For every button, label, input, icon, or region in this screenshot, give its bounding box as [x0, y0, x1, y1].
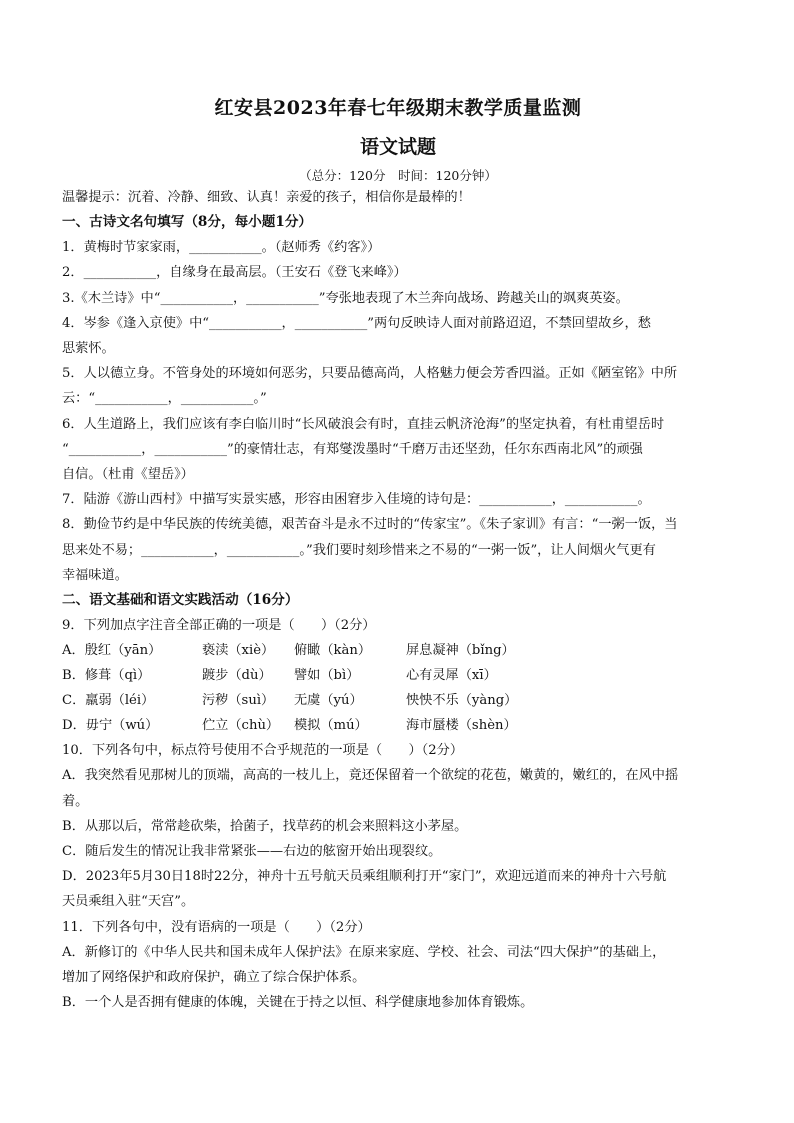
question-line: 云：“___________，___________。” [62, 391, 267, 407]
option-cell: C．羸弱（léi） [62, 693, 155, 709]
question-line: D．2023年5月30日18时22分，神舟十五号航天员乘组顺利打开“家门”，欢迎远道而来的神舟十六号航 [62, 869, 667, 885]
option-row [62, 688, 734, 713]
question-line: 增加了网络保护和政府保护，确立了综合保护体系。 [62, 970, 366, 986]
option-cell: 污秽（suì） [202, 693, 275, 709]
question-line: A．新修订的《中华人民共和国未成年人保护法》在原来家庭、学校、社会、司法“四大保护”的基础上， [62, 944, 666, 960]
tip-text: 温馨提示：沉着、冷静、细致、认真！亲爱的孩子，相信你是最棒的！ [62, 190, 471, 205]
option-cell: D．毋宁（wú） [62, 718, 159, 734]
question-line: 自信。（杜甫《望岳》） [62, 467, 194, 483]
option-cell: 伫立（chù） [202, 718, 280, 734]
question-line: 3.《木兰诗》中“___________，___________”夸张地表现了木兰奔向战场、跨越关山的飒爽英姿。 [62, 290, 629, 306]
question-line: 2．___________，自缘身在最高层。（王安石《登飞来峰》） [62, 265, 407, 281]
question-line: A．我突然看见那树儿的顶端，高高的一枝儿上，竟还保留着一个欲绽的花苞，嫩黄的，嫩红的，在风中摇 [62, 768, 679, 784]
question-line: 8．勤俭节约是中华民族的传统美德，艰苦奋斗是永不过时的“传家宝”。《朱子家训》有言：“一粥一饭，当 [62, 517, 678, 533]
question-line: 思萦怀。 [62, 341, 115, 357]
question-line: 7．陆游《游山西村》中描写实景实感，形容由困窘步入佳境的诗句是：___________，___________。 [62, 492, 651, 508]
question-line: 4．岑参《逢入京使》中“___________，___________”两句反映诗人面对前路迢迢，不禁回望故乡，愁 [62, 315, 651, 331]
question-line: C．随后发生的情况让我非常紧张——右边的舷窗开始出现裂纹。 [62, 844, 442, 860]
section-heading: 二、语文基础和语文实践活动（16分） [62, 592, 299, 609]
option-cell: 海市蜃楼（shèn） [406, 718, 517, 734]
question-line: 天员乘组入驻“天宫”。 [62, 894, 195, 910]
question-line: B．一个人是否拥有健康的体魄，关键在于持之以恒、科学健康地参加体育锻炼。 [62, 995, 534, 1011]
option-cell: 踱步（dù） [202, 668, 272, 684]
exam-subtitle: 语文试题 [359, 136, 436, 158]
option-cell: 无虞（yú） [294, 693, 363, 709]
option-cell: 譬如（bì） [294, 668, 360, 684]
question-line: 思来处不易；___________，___________。”我们要时刻珍惜来之不易的“一粥一饭”，让人间烟火气更有 [62, 542, 656, 558]
option-row [62, 663, 734, 688]
question-line: 幸福味道。 [62, 567, 128, 583]
option-row [62, 713, 734, 738]
question-stem: 10．下列各句中，标点符号使用不合乎规范的一项是（ ）（2分） [62, 743, 464, 759]
option-cell: A．殷红（yān） [62, 643, 162, 659]
exam-meta: （总分：120分 时间：120分钟） [299, 168, 497, 183]
option-cell: 怏怏不乐（yàng） [406, 693, 518, 709]
option-cell: 亵渎（xiè） [202, 643, 275, 659]
option-cell: 模拟（mú） [294, 718, 368, 734]
option-cell: 屏息凝神（bǐng） [406, 643, 515, 659]
question-line: 5．人以德立身。不管身处的环境如何恶劣，只要品德高尚，人格魅力便会芳香四溢。正如《陋室铭》中所 [62, 366, 678, 382]
question-line: “___________，___________”的豪情壮志，有郑燮泼墨时“千磨万击还坚劲，任尔东西南北风”的顽强 [62, 441, 643, 457]
section-heading: 一、古诗文名句填写（8分，每小题1分） [62, 214, 313, 231]
question-line: 6．人生道路上，我们应该有李白临川时“长风破浪会有时，直挂云帆济沧海”的坚定执着，有杜甫望岳时 [62, 416, 665, 432]
question-stem: 11．下列各句中，没有语病的一项是（ ）（2分） [62, 919, 371, 935]
option-cell: B．修葺（qì） [62, 668, 151, 684]
option-row [62, 638, 734, 663]
option-cell: 俯瞰（kàn） [294, 643, 372, 659]
option-cell: 心有灵犀（xī） [406, 668, 497, 684]
exam-title: 红安县2023年春七年级期末教学质量监测 [214, 97, 582, 119]
question-line: 1．黄梅时节家家雨，___________。（赵师秀《约客》） [62, 240, 381, 256]
question-line: 着。 [62, 793, 89, 809]
question-line: B．从那以后，常常趁砍柴，拾菌子，找草药的机会来照料这小茅屋。 [62, 818, 468, 834]
question-stem: 9．下列加点字注音全部正确的一项是（ ）（2分） [62, 618, 376, 634]
